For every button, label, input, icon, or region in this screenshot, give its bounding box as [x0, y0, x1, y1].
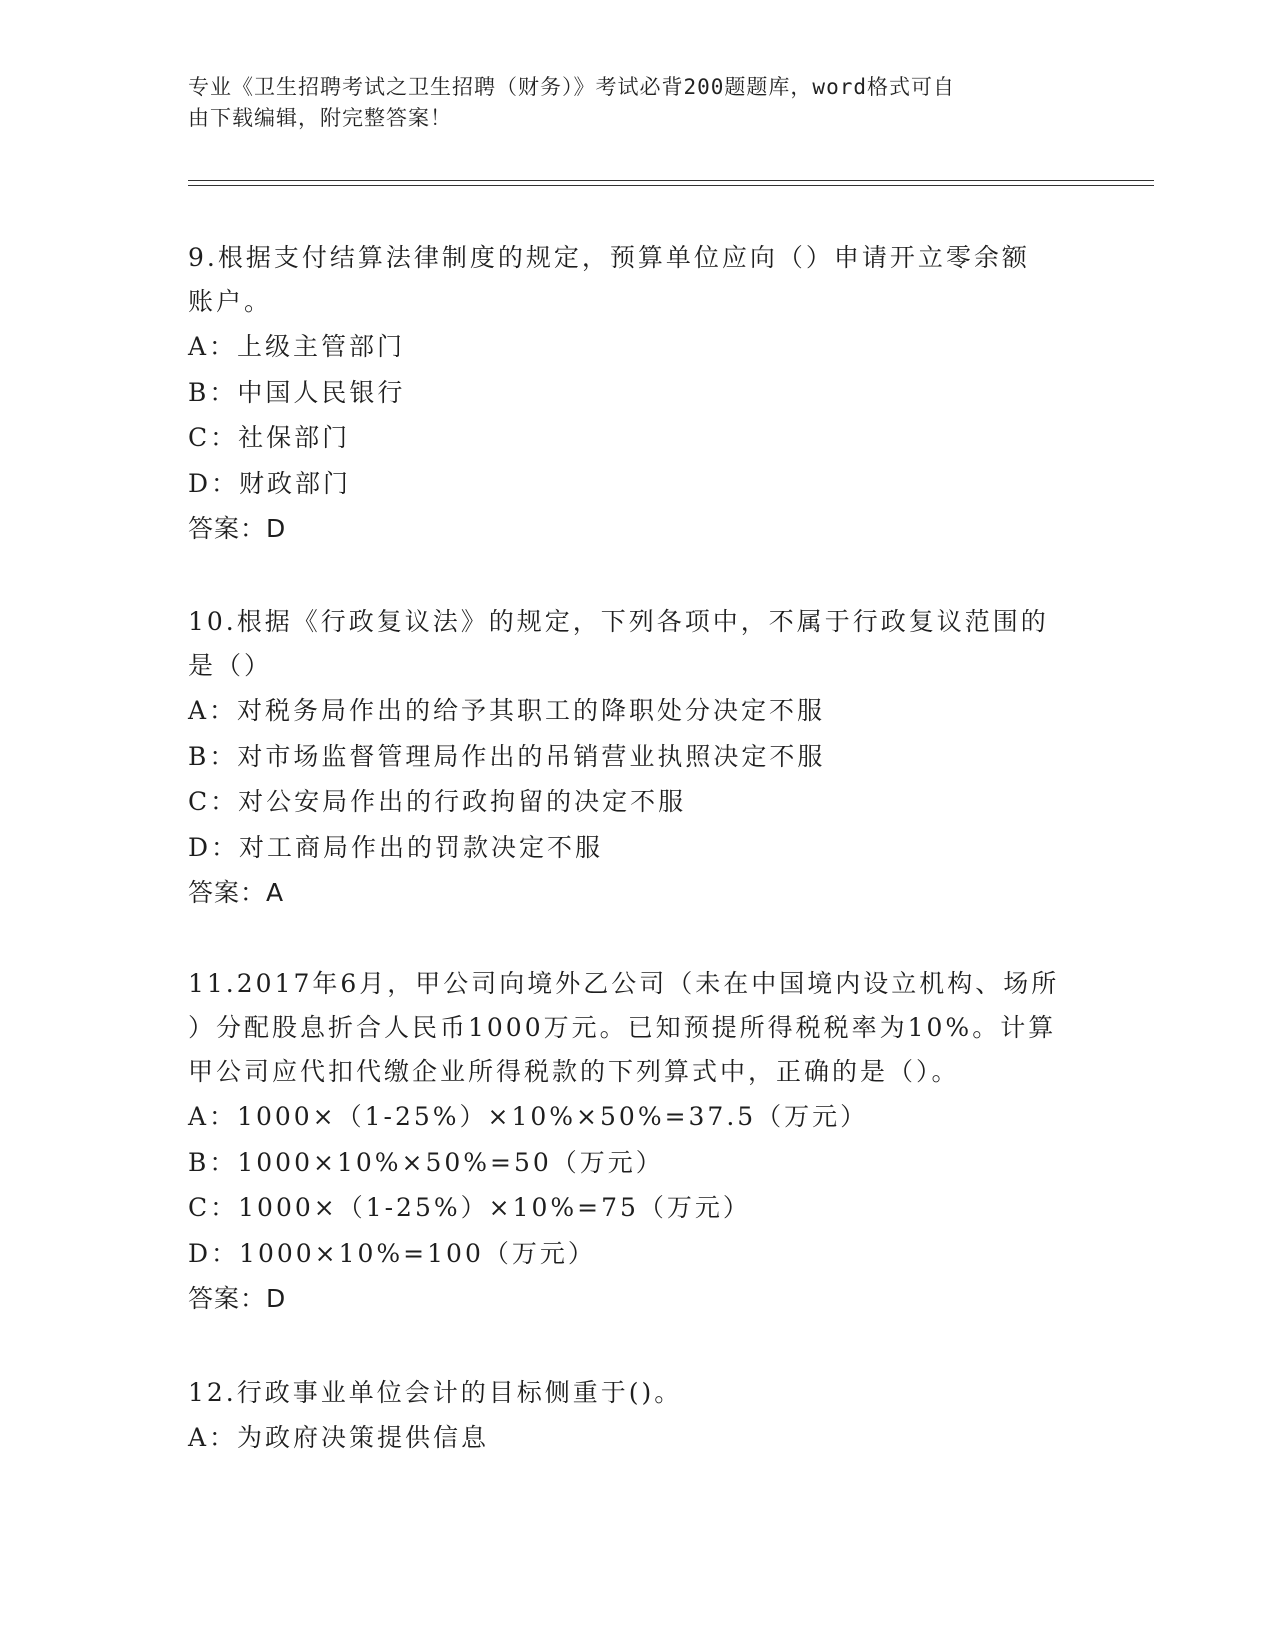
option-b: B：中国人民银行	[188, 377, 406, 407]
question-stem-line: 10.根据《行政复议法》的规定，下列各项中，不属于行政复议范围的	[188, 607, 1049, 636]
option-a: A：对税务局作出的给予其职工的降职处分决定不服	[188, 696, 826, 725]
option-c: C：对公安局作出的行政拘留的决定不服	[188, 787, 687, 816]
answer-line: 答案：A	[188, 878, 285, 907]
option-d: D：财政部门	[188, 468, 352, 498]
question-stem-line: 11.2017年6月，甲公司向境外乙公司（未在中国境内设立机构、场所	[188, 969, 1060, 998]
option-d: D：1000×10%=100（万元）	[188, 1238, 596, 1268]
answer-line: 答案：D	[188, 514, 287, 543]
header-divider-bottom	[188, 185, 1154, 186]
option-c: C：社保部门	[188, 423, 351, 452]
question-9	[188, 236, 1088, 551]
answer-line: 答案：D	[188, 1284, 287, 1313]
option-b: B：1000×10%×50%=50（万元）	[188, 1147, 664, 1177]
document-header	[188, 72, 1068, 134]
option-b: B：对市场监督管理局作出的吊销营业执照决定不服	[188, 741, 826, 771]
question-stem-line: 甲公司应代扣代缴企业所得税款的下列算式中，正确的是（）。	[188, 1057, 960, 1086]
option-a: A：为政府决策提供信息	[188, 1423, 490, 1452]
header-intro-line-1: 专业《卫生招聘考试之卫生招聘（财务）》考试必背200题题库，word格式可自	[188, 75, 955, 99]
option-c: C：1000×（1-25%）×10%=75（万元）	[188, 1193, 751, 1222]
header-intro-line-2: 由下载编辑，附完整答案！	[188, 106, 452, 130]
question-12	[188, 1371, 1088, 1461]
option-a: A：上级主管部门	[188, 332, 406, 361]
question-stem-line: 是（）	[188, 651, 273, 680]
question-stem-line: 账户。	[188, 287, 273, 316]
option-a: A：1000×（1-25%）×10%×50%=37.5（万元）	[188, 1102, 869, 1131]
question-stem-line: 9.根据支付结算法律制度的规定，预算单位应向（）申请开立零余额	[188, 243, 1030, 272]
question-11	[188, 962, 1088, 1321]
question-10	[188, 600, 1088, 915]
option-d: D：对工商局作出的罚款决定不服	[188, 832, 604, 862]
question-stem-line: 12.行政事业单位会计的目标侧重于()。	[188, 1378, 683, 1407]
question-stem-line: ）分配股息折合人民币1000万元。已知预提所得税税率为10%。计算	[188, 1013, 1057, 1042]
header-divider-top	[188, 180, 1154, 181]
